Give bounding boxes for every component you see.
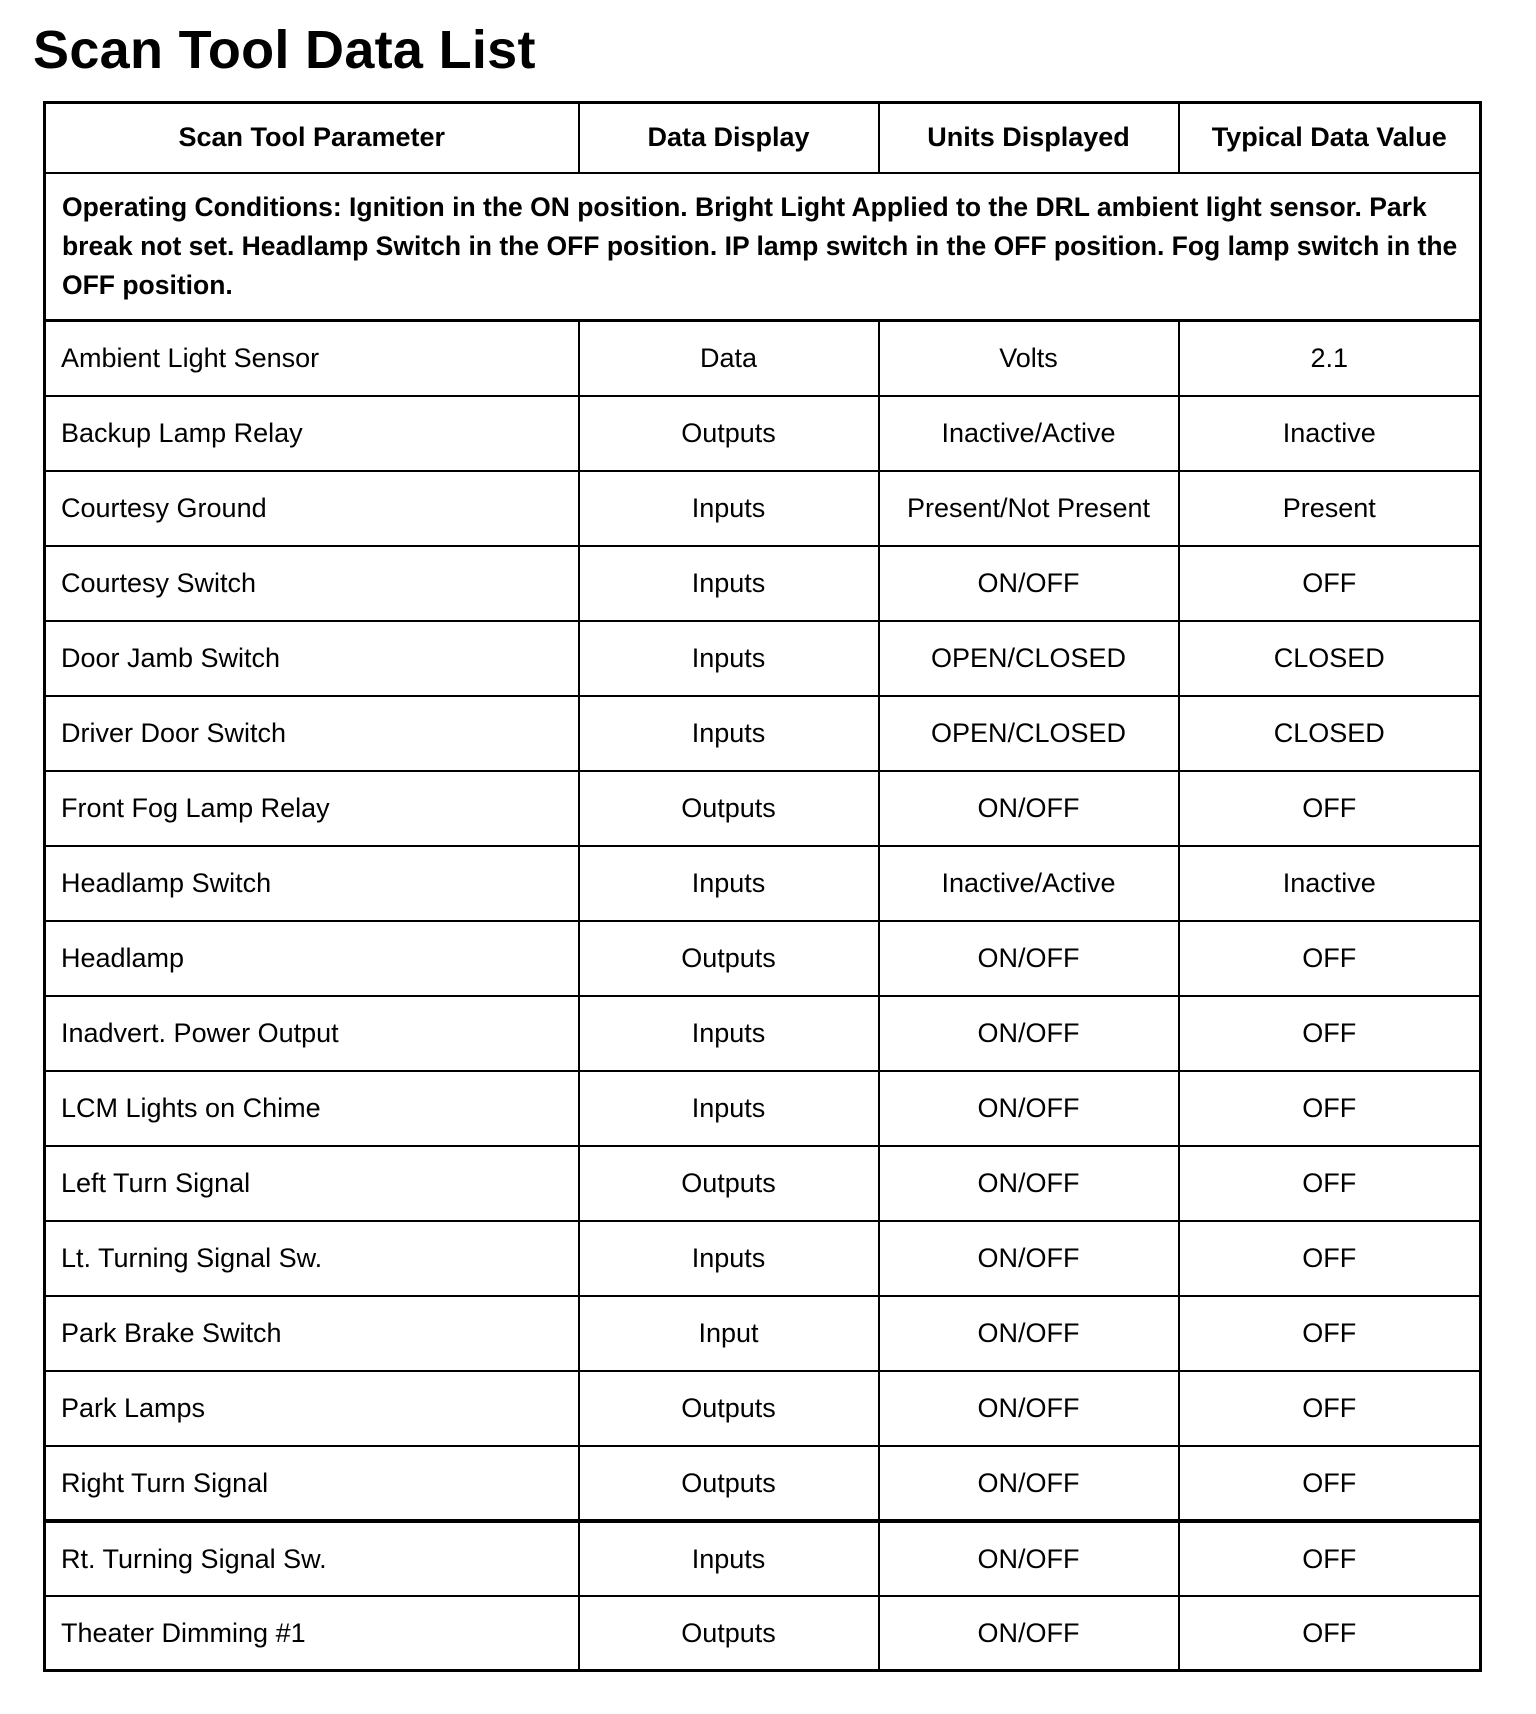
cell-typical-value: CLOSED	[1179, 696, 1481, 771]
cell-parameter: Lt. Turning Signal Sw.	[45, 1221, 579, 1296]
cell-typical-value: OFF	[1179, 996, 1481, 1071]
table-row	[45, 846, 1481, 921]
cell-units-displayed: Volts	[879, 321, 1179, 396]
cell-units-displayed: ON/OFF	[879, 921, 1179, 996]
cell-units-displayed: ON/OFF	[879, 1296, 1179, 1371]
cell-parameter: Courtesy Switch	[45, 546, 579, 621]
cell-data-display: Inputs	[579, 546, 879, 621]
cell-units-displayed: ON/OFF	[879, 1446, 1179, 1521]
cell-typical-value: OFF	[1179, 1296, 1481, 1371]
cell-parameter: Park Brake Switch	[45, 1296, 579, 1371]
cell-typical-value: OFF	[1179, 771, 1481, 846]
cell-typical-value: CLOSED	[1179, 621, 1481, 696]
cell-parameter: LCM Lights on Chime	[45, 1071, 579, 1146]
table-row	[45, 1146, 1481, 1221]
scan-tool-data-table	[43, 101, 1482, 1672]
cell-typical-value: OFF	[1179, 1446, 1481, 1521]
operating-conditions-row	[45, 173, 1481, 321]
cell-data-display: Outputs	[579, 1371, 879, 1446]
cell-units-displayed: ON/OFF	[879, 546, 1179, 621]
cell-parameter: Theater Dimming #1	[45, 1596, 579, 1671]
cell-data-display: Inputs	[579, 846, 879, 921]
cell-units-displayed: Present/Not Present	[879, 471, 1179, 546]
cell-parameter: Door Jamb Switch	[45, 621, 579, 696]
table-row	[45, 546, 1481, 621]
table-row	[45, 1071, 1481, 1146]
cell-parameter: Park Lamps	[45, 1371, 579, 1446]
cell-units-displayed: OPEN/CLOSED	[879, 696, 1179, 771]
cell-parameter: Courtesy Ground	[45, 471, 579, 546]
cell-units-displayed: ON/OFF	[879, 1521, 1179, 1596]
cell-parameter: Inadvert. Power Output	[45, 996, 579, 1071]
cell-data-display: Outputs	[579, 1446, 879, 1521]
cell-data-display: Inputs	[579, 1071, 879, 1146]
table-header-row	[45, 103, 1481, 173]
table-row	[45, 996, 1481, 1071]
cell-data-display: Outputs	[579, 771, 879, 846]
cell-typical-value: OFF	[1179, 1221, 1481, 1296]
operating-conditions: Operating Conditions: Ignition in the ON position. Bright Light Applied to the DRL ambient light sensor. Park break not set. Headlamp Switch in the OFF position. IP lamp switch in the OFF position. Fog lamp switch in the OFF position.	[45, 173, 1481, 321]
cell-units-displayed: ON/OFF	[879, 1221, 1179, 1296]
cell-units-displayed: ON/OFF	[879, 1146, 1179, 1221]
table-body	[45, 173, 1481, 1671]
header-units-displayed: Units Displayed	[879, 103, 1179, 173]
table-row	[45, 1446, 1481, 1521]
page-title: Scan Tool Data List	[33, 20, 536, 80]
table-row	[45, 471, 1481, 546]
cell-data-display: Inputs	[579, 471, 879, 546]
cell-units-displayed: Inactive/Active	[879, 396, 1179, 471]
cell-parameter: Headlamp	[45, 921, 579, 996]
cell-units-displayed: ON/OFF	[879, 1371, 1179, 1446]
cell-typical-value: Inactive	[1179, 396, 1481, 471]
cell-parameter: Rt. Turning Signal Sw.	[45, 1521, 579, 1596]
header-typical-data-value: Typical Data Value	[1179, 103, 1481, 173]
cell-typical-value: OFF	[1179, 1596, 1481, 1671]
cell-units-displayed: Inactive/Active	[879, 846, 1179, 921]
cell-parameter: Front Fog Lamp Relay	[45, 771, 579, 846]
table-row	[45, 696, 1481, 771]
table-row	[45, 921, 1481, 996]
table-row	[45, 321, 1481, 396]
table-row	[45, 1521, 1481, 1596]
cell-data-display: Inputs	[579, 621, 879, 696]
cell-data-display: Inputs	[579, 996, 879, 1071]
cell-typical-value: OFF	[1179, 1521, 1481, 1596]
cell-typical-value: OFF	[1179, 1071, 1481, 1146]
cell-parameter: Right Turn Signal	[45, 1446, 579, 1521]
cell-units-displayed: ON/OFF	[879, 771, 1179, 846]
table-row	[45, 396, 1481, 471]
table-row	[45, 771, 1481, 846]
table-row	[45, 621, 1481, 696]
cell-typical-value: OFF	[1179, 546, 1481, 621]
cell-units-displayed: ON/OFF	[879, 1071, 1179, 1146]
cell-units-displayed: ON/OFF	[879, 1596, 1179, 1671]
cell-parameter: Backup Lamp Relay	[45, 396, 579, 471]
cell-typical-value: OFF	[1179, 1371, 1481, 1446]
cell-typical-value: 2.1	[1179, 321, 1481, 396]
cell-typical-value: OFF	[1179, 921, 1481, 996]
cell-parameter: Ambient Light Sensor	[45, 321, 579, 396]
cell-data-display: Outputs	[579, 396, 879, 471]
cell-data-display: Outputs	[579, 1146, 879, 1221]
cell-typical-value: Present	[1179, 471, 1481, 546]
table-row	[45, 1221, 1481, 1296]
header-data-display: Data Display	[579, 103, 879, 173]
cell-data-display: Inputs	[579, 1521, 879, 1596]
cell-parameter: Headlamp Switch	[45, 846, 579, 921]
cell-data-display: Inputs	[579, 1221, 879, 1296]
table-row	[45, 1596, 1481, 1671]
cell-typical-value: Inactive	[1179, 846, 1481, 921]
cell-units-displayed: ON/OFF	[879, 996, 1179, 1071]
table-row	[45, 1296, 1481, 1371]
cell-data-display: Outputs	[579, 921, 879, 996]
cell-data-display: Input	[579, 1296, 879, 1371]
cell-typical-value: OFF	[1179, 1146, 1481, 1221]
cell-data-display: Inputs	[579, 696, 879, 771]
cell-parameter: Left Turn Signal	[45, 1146, 579, 1221]
cell-data-display: Data	[579, 321, 879, 396]
cell-data-display: Outputs	[579, 1596, 879, 1671]
table-row	[45, 1371, 1481, 1446]
cell-units-displayed: OPEN/CLOSED	[879, 621, 1179, 696]
header-scan-tool-parameter: Scan Tool Parameter	[45, 103, 579, 173]
cell-parameter: Driver Door Switch	[45, 696, 579, 771]
